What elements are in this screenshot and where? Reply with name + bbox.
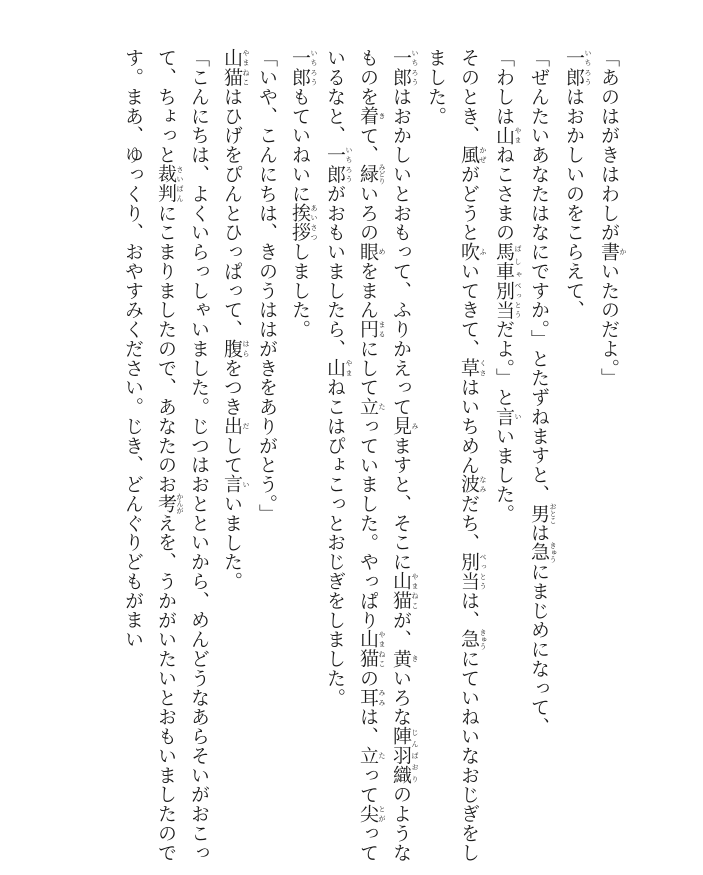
ruby-base: 着 — [357, 106, 379, 126]
text-run: ねこはぴょこっとおじぎをしました。 — [324, 377, 346, 707]
ruby-base: 別当 — [458, 551, 480, 591]
ruby-word — [289, 48, 318, 87]
ruby-base: 一郎 — [324, 144, 346, 184]
paragraph — [592, 48, 627, 875]
ruby-base: 裁判 — [155, 164, 177, 204]
ruby-word — [357, 241, 386, 262]
ruby-reading: め — [378, 241, 386, 262]
ruby-base: 山猫 — [221, 48, 243, 87]
paragraph — [215, 48, 250, 875]
ruby-reading: きゅう — [549, 541, 557, 563]
ruby-reading: き — [411, 648, 419, 669]
ruby-reading: くさ — [479, 358, 487, 378]
ruby-reading: き — [378, 106, 386, 126]
paragraph — [250, 48, 283, 875]
ruby-word — [357, 396, 386, 417]
ruby-reading: なみ — [479, 474, 487, 494]
text-run: いました。 — [221, 493, 243, 591]
ruby-reading: やま — [514, 125, 522, 145]
text-run: 「こんにちは、よくいらっしゃいました。じつはおとといから、めんどうなあらそいがおこって、ちょっと — [155, 48, 210, 862]
text-run: いました。 — [493, 426, 515, 524]
ruby-word — [357, 803, 386, 824]
paragraph — [116, 48, 215, 875]
text-run: 「わしは — [493, 48, 515, 126]
ruby-word — [357, 163, 386, 185]
ruby-base: 耳 — [357, 687, 379, 708]
ruby-word — [493, 280, 522, 320]
ruby-reading: まる — [378, 319, 386, 339]
ruby-reading: じんばおり — [411, 726, 419, 785]
ruby-base: 挨拶 — [289, 203, 311, 242]
paragraph — [557, 48, 592, 875]
text-run: えを、うかがいたいとおもいましたのです。まあ、ゆっくり、おやすみください。じき、どんぐりどもがまい — [122, 48, 177, 862]
text-run: って — [357, 765, 379, 804]
ruby-reading: みみ — [378, 687, 386, 708]
ruby-reading: い — [514, 406, 522, 427]
text-run: の — [357, 668, 379, 688]
ruby-word — [390, 648, 419, 669]
ruby-word — [357, 319, 386, 339]
ruby-base: 緑 — [357, 163, 379, 185]
ruby-word — [357, 629, 386, 669]
ruby-word — [324, 144, 353, 184]
ruby-word — [357, 687, 386, 708]
ruby-word — [155, 492, 184, 514]
ruby-base: 陣羽織 — [390, 726, 412, 785]
ruby-reading: きゅう — [479, 628, 487, 650]
ruby-word — [528, 541, 557, 563]
ruby-word — [458, 628, 487, 650]
text-run: 「あのはがきはわしが — [598, 48, 620, 242]
ruby-reading: やまねこ — [242, 48, 250, 87]
ruby-reading: ばしゃ — [514, 241, 522, 281]
ruby-reading: さいばん — [176, 164, 184, 204]
ruby-reading: とが — [378, 803, 386, 824]
text-run: て、 — [357, 125, 379, 165]
text-run: はおかしいとおもって、ふりかえって — [390, 86, 412, 417]
paragraph — [283, 48, 318, 875]
text-run: いろな — [390, 668, 412, 727]
ruby-word — [458, 358, 487, 378]
text-run: もていねいに — [289, 86, 311, 204]
ruby-word — [357, 106, 386, 126]
text-run: をつき — [221, 358, 243, 417]
ruby-word — [155, 164, 184, 204]
text-run: して — [221, 435, 243, 475]
ruby-base: 言 — [493, 406, 515, 427]
ruby-base: 黄 — [390, 648, 412, 669]
paragraph — [419, 48, 487, 875]
ruby-word — [289, 203, 318, 242]
text-run: にして — [357, 338, 379, 397]
text-run: にまじめになって、 — [528, 561, 550, 737]
ruby-reading: い — [242, 474, 250, 494]
text-run: だよ。」と — [493, 319, 515, 407]
ruby-word — [493, 406, 522, 427]
ruby-base: 円 — [357, 319, 379, 339]
text-run: をまん — [357, 261, 379, 320]
ruby-base: 山猫 — [390, 571, 412, 611]
ruby-reading: た — [378, 396, 386, 417]
ruby-reading: だ — [242, 416, 250, 436]
ruby-word — [390, 416, 419, 436]
ruby-reading: み — [411, 416, 419, 436]
text-run: は、 — [357, 707, 379, 746]
ruby-base: 立 — [357, 396, 379, 417]
text-run: はひげをぴんとひっぱって、 — [221, 86, 243, 339]
text-run: 「いや、こんにちは、きのうははがきをありがとう。」 — [256, 48, 278, 523]
ruby-reading: か — [619, 241, 627, 262]
ruby-base: 急 — [528, 541, 550, 563]
text-run: が、 — [390, 610, 412, 649]
ruby-reading: はら — [242, 338, 250, 359]
text-run: にこまりましたので、あなたのお — [155, 203, 177, 494]
paragraph — [318, 48, 419, 875]
ruby-base: 一郎 — [289, 48, 311, 87]
ruby-word — [458, 241, 487, 262]
ruby-reading: ふ — [479, 241, 487, 262]
text-run: そのとき、 — [458, 48, 480, 145]
ruby-base: 馬車 — [493, 241, 515, 281]
ruby-base: 急 — [458, 628, 480, 650]
text-run: はおかしいのをこらえて、 — [563, 86, 585, 320]
ruby-reading: みどり — [378, 163, 386, 185]
ruby-base: 山 — [493, 125, 515, 145]
ruby-word — [390, 48, 419, 87]
ruby-reading: た — [378, 745, 386, 766]
ruby-reading: やまねこ — [411, 571, 419, 611]
ruby-base: 見 — [390, 416, 412, 436]
ruby-word — [458, 474, 487, 494]
paragraph — [522, 48, 557, 875]
ruby-base: 書 — [598, 241, 620, 262]
ruby-base: 一郎 — [390, 48, 412, 87]
ruby-word — [221, 48, 250, 87]
ruby-base: 草 — [458, 358, 480, 378]
ruby-reading: いちろう — [411, 48, 419, 87]
ruby-word — [458, 551, 487, 591]
text-run: は — [528, 523, 550, 543]
ruby-reading: いちろう — [584, 48, 592, 87]
text-run: しました。 — [289, 241, 311, 339]
ruby-base: 立 — [357, 745, 379, 766]
ruby-base: 山猫 — [357, 629, 379, 669]
paragraph — [487, 48, 522, 875]
ruby-base: 波 — [458, 474, 480, 494]
ruby-word — [493, 241, 522, 281]
ruby-reading: やま — [345, 358, 353, 378]
ruby-base: 出 — [221, 416, 243, 436]
ruby-base: 山 — [324, 358, 346, 378]
ruby-reading: やまねこ — [378, 629, 386, 669]
text-run: いろの — [357, 183, 379, 242]
text-run: のようなものを — [357, 48, 412, 863]
ruby-word — [390, 726, 419, 785]
text-run: ねこさまの — [493, 144, 515, 242]
ruby-word — [221, 474, 250, 494]
ruby-word — [221, 338, 250, 359]
ruby-base: 吹 — [458, 241, 480, 262]
text-run: っていました。やっぱり — [357, 416, 379, 630]
ruby-reading: おとこ — [549, 502, 557, 524]
text-run: 「ぜんたいあなたはなにですか。」とたずねますと、 — [528, 48, 550, 504]
text-run: ますと、そこに — [390, 435, 412, 572]
ruby-reading: あいさつ — [310, 203, 318, 242]
ruby-word — [390, 571, 419, 611]
ruby-base: 尖 — [357, 803, 379, 824]
ruby-word — [528, 502, 557, 524]
ruby-reading: かんが — [176, 492, 184, 514]
text-run: っているなと、 — [324, 48, 379, 863]
ruby-base: 男 — [528, 502, 550, 524]
ruby-reading: いちろう — [310, 48, 318, 87]
text-run: だち、 — [458, 493, 480, 552]
ruby-base: 一郎 — [563, 48, 585, 87]
text-run: はいちめん — [458, 377, 480, 475]
ruby-base: 別当 — [493, 280, 515, 320]
ruby-reading: かぜ — [479, 144, 487, 165]
text-run: いたのだよ。」 — [598, 261, 620, 388]
ruby-word — [221, 416, 250, 436]
ruby-word — [563, 48, 592, 87]
ruby-reading: いちろう — [345, 144, 353, 184]
ruby-word — [458, 144, 487, 165]
text-run: は、 — [458, 590, 480, 630]
ruby-reading: べっとう — [514, 280, 522, 320]
ruby-word — [598, 241, 627, 262]
text-run: にていねいなおじぎをしました。 — [425, 48, 480, 863]
ruby-base: 言 — [221, 474, 243, 494]
ruby-word — [324, 358, 353, 378]
ruby-word — [493, 125, 522, 145]
ruby-base: 腹 — [221, 338, 243, 359]
text-run: いてきて、 — [458, 261, 480, 359]
ruby-reading: べっとう — [479, 551, 487, 591]
ruby-base: 眼 — [357, 241, 379, 262]
ruby-word — [357, 745, 386, 766]
ruby-base: 考 — [155, 492, 177, 514]
text-run: がどうと — [458, 164, 480, 242]
ruby-base: 風 — [458, 144, 480, 165]
text-run: がおもいましたら、 — [324, 183, 346, 359]
